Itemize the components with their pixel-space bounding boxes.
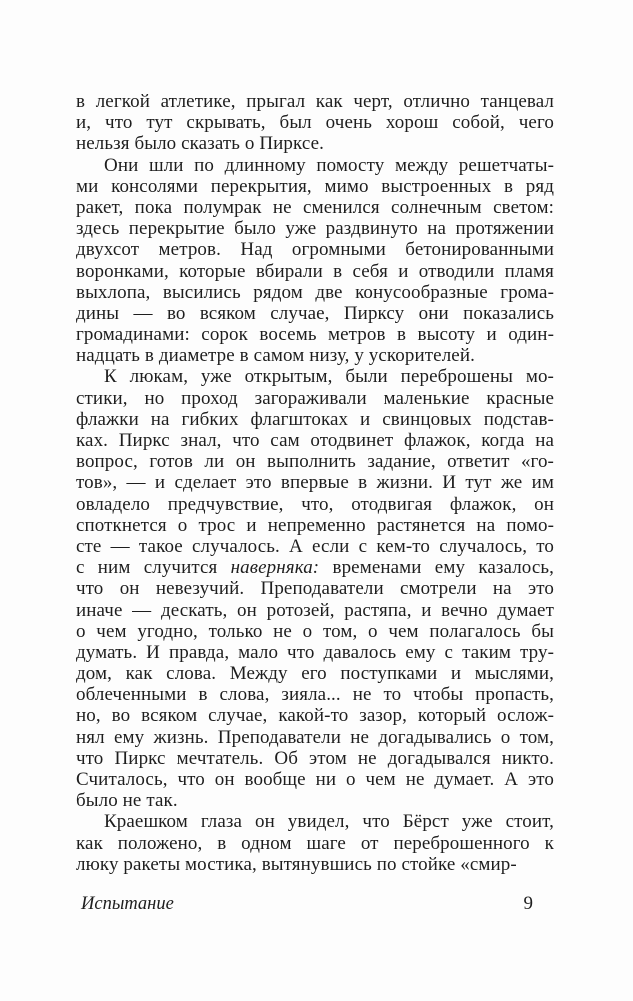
text-line: Они шли по длинному помосту между решетчаты- <box>104 154 554 176</box>
text-line: овладело предчувствие, что, отодвигая флажок, он <box>76 493 554 515</box>
text-line: К люкам, уже открытым, были переброшены мо- <box>104 366 554 388</box>
text-line: громадинами: сорок восемь метров в высоту и один- <box>76 324 554 346</box>
text-line: нельзя было сказать о Пирксе. <box>76 133 325 155</box>
text-line: тов», — и сделает это впервые в жизни. И тут же им <box>76 472 554 494</box>
text-line: флажки на гибких флагштоках и свинцовых подстав- <box>76 408 554 430</box>
text-line: дины — во всяком случае, Пирксу они показались <box>76 302 554 324</box>
text-line: сте — такое случалось. А если с кем-то случалось, то <box>76 535 554 557</box>
text-line: было не так. <box>76 790 178 812</box>
text-line: дом, как слова. Между его поступками и мыслями, <box>76 663 554 685</box>
text-body <box>76 91 554 875</box>
text-line: облеченными в слова, зияла... не то чтобы пропасть, <box>76 684 554 706</box>
page-number: 9 <box>523 893 533 914</box>
text-line: вопрос, готов ли он выполнить задание, ответит «го- <box>76 451 554 473</box>
text-line: иначе — дескать, он ротозей, растяпа, и вечно думает <box>76 599 554 621</box>
text-line: ракет, пока полумрак не сменился солнечным светом: <box>76 196 554 218</box>
text-line: воронками, которые вбирали в себя и отводили пламя <box>76 260 554 282</box>
text-line: ми консолями перекрытия, мимо выстроенных в ряд <box>76 175 554 197</box>
running-title: Испытание <box>81 894 174 914</box>
text-line: стики, но проход загораживали маленькие красные <box>76 387 554 409</box>
text-line: Считалось, что он вообще ни о чем не думает. А это <box>76 769 554 790</box>
text-line: споткнется о трос и непременно растянется на помо- <box>76 514 554 536</box>
italic-word: наверняка: <box>230 557 320 579</box>
text-line: выхлопа, высились рядом две конусообразные грома- <box>76 281 554 303</box>
text-line: здесь перекрытие было уже раздвинуто на протяжении <box>76 218 554 240</box>
text-line: ках. Пиркс знал, что сам отодвинет флажок, когда на <box>76 430 554 451</box>
text-line: люку ракеты мостика, вытянувшись по стойке «смир- <box>76 853 517 875</box>
text-line: Краешком глаза он увидел, что Бёрст уже стоит, <box>104 811 554 833</box>
text-line: как положено, в одном шаге от переброшенного к <box>76 832 554 854</box>
text-line: но, во всяком случае, какой-то зазор, который ослож- <box>76 705 554 727</box>
text-line: нял ему жизнь. Преподаватели не догадывались о том, <box>76 726 554 748</box>
text-line: и, что тут скрывать, был очень хорош собой, чего <box>76 112 554 134</box>
text-line: надцать в диаметре в самом низу, у ускорителей. <box>76 345 475 367</box>
text-line: двухсот метров. Над огромными бетонированными <box>76 239 554 261</box>
text-line: что Пиркс мечтатель. Об этом не догадывался никто. <box>76 747 554 769</box>
text-line: в легкой атлетике, прыгал как черт, отлично танцевал <box>76 91 554 112</box>
text-line: думать. И правда, мало что давалось ему с таким тру- <box>76 641 554 663</box>
text-line: о чем угодно, только не о том, о чем полагалось бы <box>76 620 554 642</box>
text-line: что он невезучий. Преподаватели смотрели на это <box>76 578 554 600</box>
page-footer <box>76 893 554 915</box>
text-line: с ним случится наверняка: временами ему казалось, <box>76 557 555 579</box>
